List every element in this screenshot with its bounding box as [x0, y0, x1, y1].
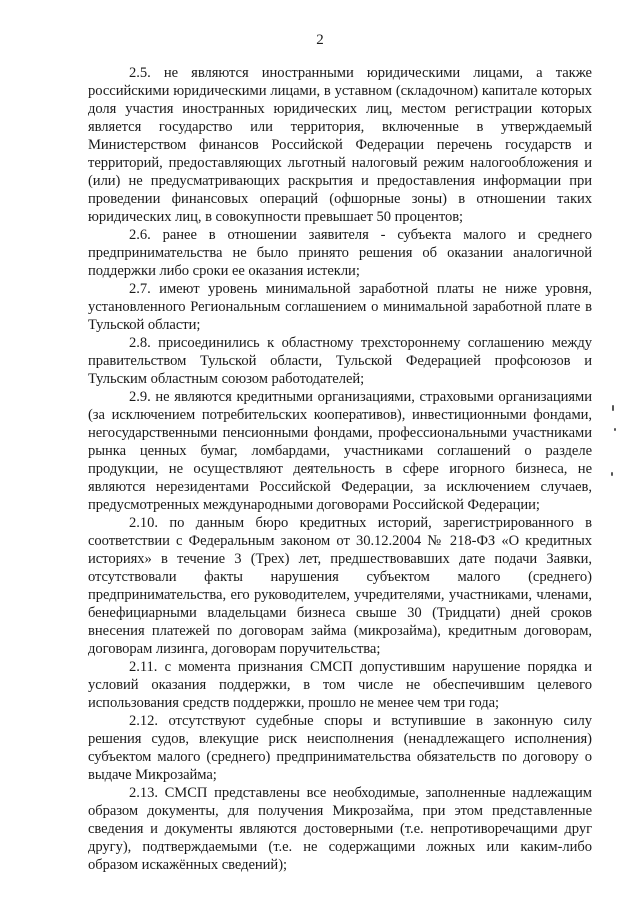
- paragraph-2-6: 2.6. ранее в отношении заявителя - субъекта малого и среднего предпринимательства не было принято решения об оказании аналогичной поддержки либо сроки ее оказания истекли;: [88, 227, 592, 279]
- document-body: [88, 64, 592, 874]
- paragraph-2-13: 2.13. СМСП представлены все необходимые, заполненные надлежащим образом документы, для получения Микрозайма, при этом представленные сведения и документы являются достоверными (т.е. непротиворечащими друг другу), подтверждаемыми (т.е. не содержащими ложных или каким-либо образом искажённых сведений);: [88, 785, 592, 873]
- paragraph-2-11: 2.11. с момента признания СМСП допустившим нарушение порядка и условий оказания поддержки, в том числе не обеспечившим целевого использования средств поддержки, прошло не менее чем три года;: [88, 659, 592, 711]
- paragraph-2-12: 2.12. отсутствуют судебные споры и вступившие в законную силу решения судов, влекущие риск неисполнения (ненадлежащего исполнения) субъектом малого (среднего) предпринимательства обязательств по договору о выдаче Микрозайма;: [88, 713, 592, 783]
- paragraph-2-9: 2.9. не являются кредитными организациями, страховыми организациями (за исключением потребительских кооперативов), инвестиционными фондами, негосударственными пенсионными фондами, профессиональными участниками рынка ценных бумаг, ломбардами, участниками соглашений о разделе продукции, не осуществляют деятельность в сфере игорного бизнеса, не являются нерезидентами Российской Федерации, за исключением случаев, предусмотренных международными договорами Российской Федерации;: [88, 389, 592, 513]
- page-number: 2: [316, 32, 324, 48]
- paragraph-2-7: 2.7. имеют уровень минимальной заработной платы не ниже уровня, установленного Региональным соглашением о минимальной заработной плате в Тульской области;: [88, 281, 592, 333]
- paragraph-2-8: 2.8. присоединились к областному трехстороннему соглашению между правительством Тульской области, Тульской Федерацией профсоюзов и Тульским областным союзом работодателей;: [88, 335, 592, 387]
- paragraph-2-5: 2.5. не являются иностранными юридическими лицами, а также российскими юридическими лицами, в уставном (складочном) капитале которых доля участия иностранных юридических лиц, местом регистрации которых является государство или территория, включенные в утверждаемый Министерством финансов Российской Федерации перечень государств и территорий, предоставляющих льготный налоговый режим налогообложения и (или) не предусматривающих раскрытия и предоставления информации при проведении финансовых операций (офшорные зоны) в отношении таких юридических лиц, в совокупности превышает 50 процентов;: [88, 65, 592, 225]
- paragraph-2-10: 2.10. по данным бюро кредитных историй, зарегистрированного в соответствии с Федеральным законом от 30.12.2004 № 218-ФЗ «О кредитных историях» в течение 3 (Трех) лет, предшествовавших дате подачи Заявки, отсутствовали факты нарушения субъектом малого (среднего) предпринимательства, его руководителем, учредителями, участниками, членами, бенефициарными владельцами бизнеса свыше 30 (Тридцати) дней сроков внесения платежей по договорам займа (микрозайма), кредитным договорам, договорам лизинга, договорам поручительства;: [88, 515, 592, 657]
